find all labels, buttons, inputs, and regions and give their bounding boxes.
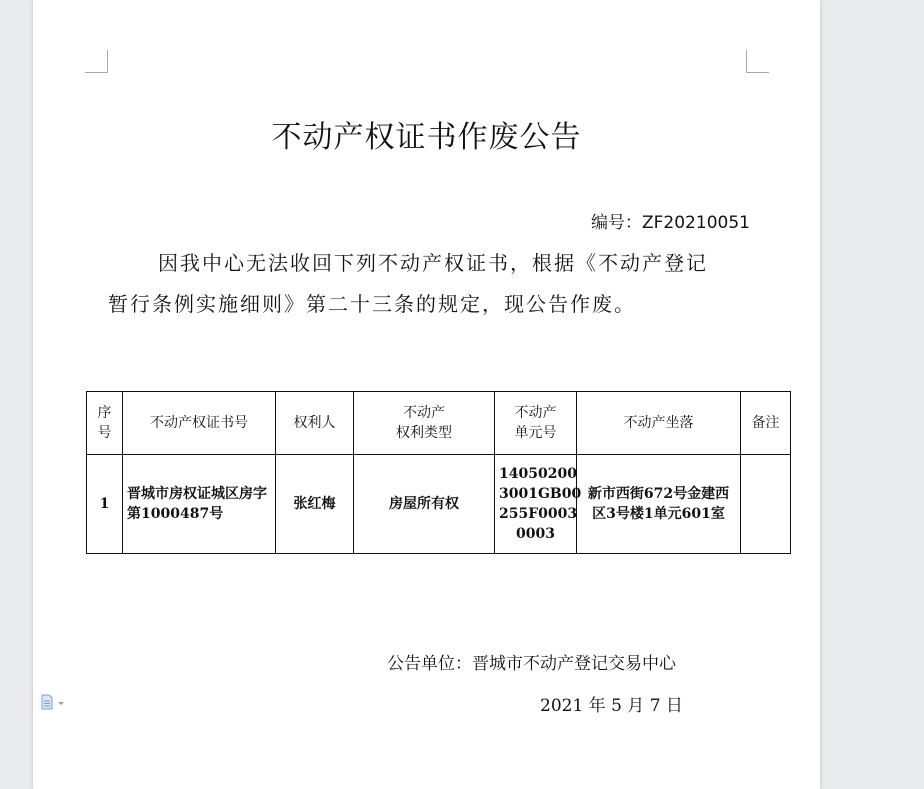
page-title: 不动产权证书作废公告 (271, 120, 582, 155)
cell-owner: 张红梅 (276, 455, 354, 554)
header-seq: 序 号 (87, 392, 123, 455)
document-page (33, 0, 820, 789)
cell-right-type: 房屋所有权 (354, 455, 495, 554)
document-icon[interactable] (40, 694, 66, 710)
header-unit-number: 不动产 单元号 (495, 392, 577, 455)
header-owner: 权利人 (276, 392, 354, 455)
crop-mark-top-right (746, 50, 769, 73)
certificate-table (86, 391, 791, 554)
header-cert-number: 不动产权证书号 (123, 392, 276, 455)
issuer-line: 公告单位：晋城市不动产登记交易中心 (387, 654, 676, 674)
cell-unit-number: 14050200 3001GB00 255F0003 0003 (495, 455, 577, 554)
table-header-row (87, 392, 791, 455)
date-line: 2021 年 5 月 7 日 (540, 696, 683, 716)
table-row (87, 455, 791, 554)
doc-number: 编号：ZF20210051 (591, 213, 750, 233)
body-text-line-2: 暂行条例实施细则》第二十三条的规定，现公告作废。 (108, 292, 636, 316)
body-text-line-1: 因我中心无法收回下列不动产权证书，根据《不动产登记 (158, 251, 708, 275)
cell-seq: 1 (87, 455, 123, 554)
cell-remark (741, 455, 791, 554)
crop-mark-top-left (85, 50, 108, 73)
header-right-type: 不动产 权利类型 (354, 392, 495, 455)
cell-location: 新市西街672号金建西区3号楼1单元601室 (577, 455, 741, 554)
cell-cert-number: 晋城市房权证城区房字第1000487号 (123, 455, 276, 554)
header-location: 不动产坐落 (577, 392, 741, 455)
header-remark: 备注 (741, 392, 791, 455)
